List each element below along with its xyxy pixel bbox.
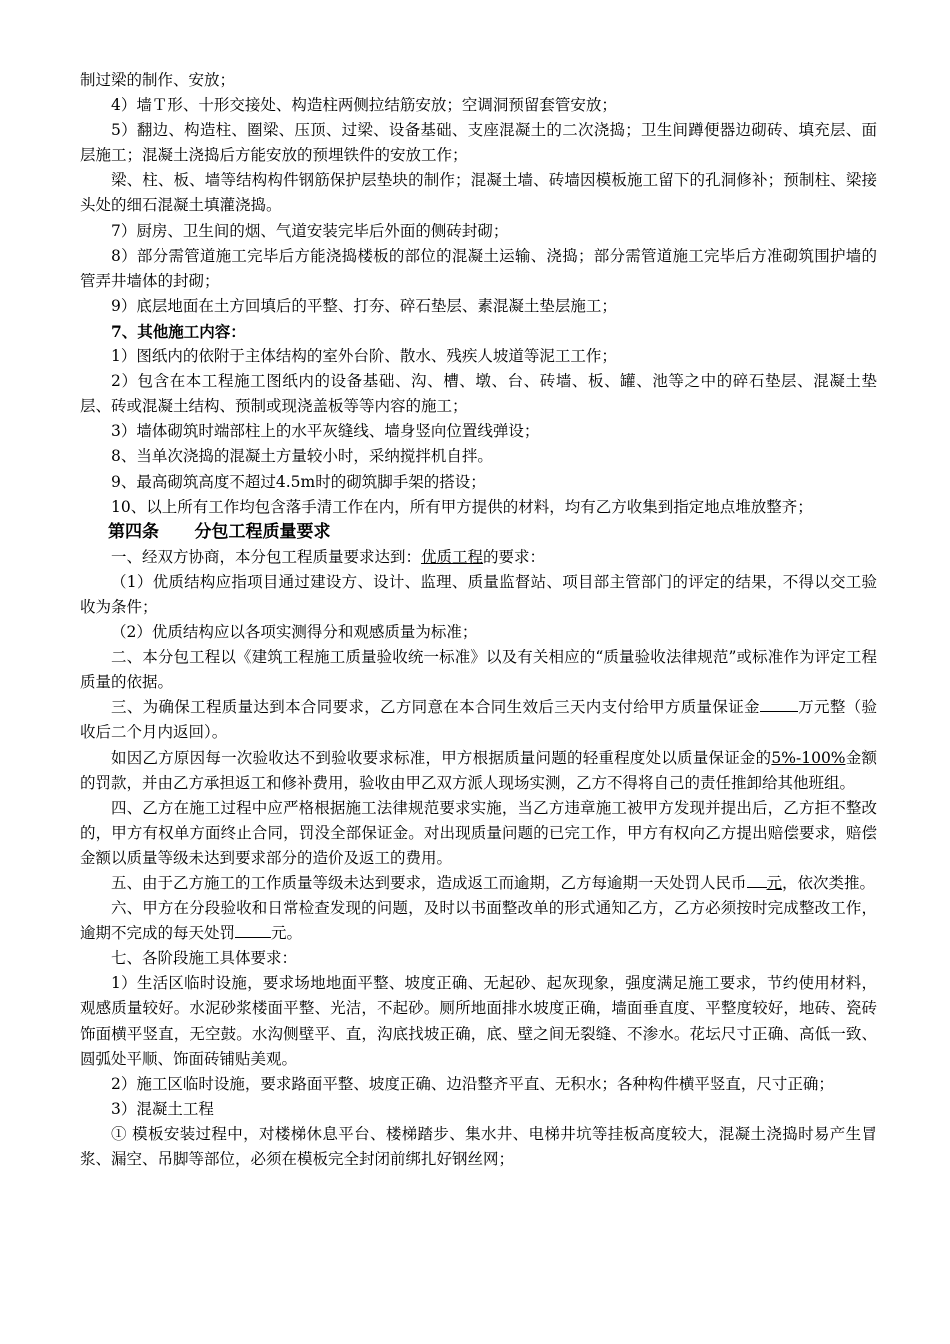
document-body [80, 68, 877, 1172]
paragraph-6: 8）部分需管道施工完毕后方能浇捣楼板的部位的混凝土运输、浇捣；部分需管道施工完毕后方准砌筑围护墙的管弄井墙体的封砌； [80, 246, 877, 290]
paragraph-quality-13: 3）混凝土工程 [111, 1099, 214, 1118]
paragraph-quality-1 [80, 545, 877, 570]
paragraph-quality-6 [80, 746, 877, 796]
paragraph-8: 1）图纸内的依附于主体结构的室外台阶、散水、残疾人坡道等泥工工作； [111, 347, 617, 366]
paragraph-quality-5 [80, 695, 877, 745]
blank-amount [760, 695, 798, 712]
paragraph-quality-9 [80, 896, 877, 946]
underlined-text: 5%-100% [771, 748, 846, 767]
subheading-other-work: 7、其他施工内容： [111, 321, 246, 341]
paragraph-7: 9）底层地面在土方回填后的平整、打夯、碎石垫层、素混凝土垫层施工； [111, 296, 617, 315]
text: 三、为确保工程质量达到本合同要求，乙方同意在本合同生效后三天内支付给甲方质量保证金 [111, 698, 760, 717]
paragraph-9: 2）包含在本工程施工图纸内的设备基础、沟、槽、墩、台、砖墙、板、罐、池等之中的碎石垫层、混凝土垫层、砖或混凝土结构、预制或现浇盖板等等内容的施工； [80, 372, 877, 416]
paragraph-1: 制过梁的制作、安放； [80, 71, 236, 89]
paragraph-2: 4）墙Ｔ形、十形交接处、构造柱两侧拉结筋安放；空调洞预留套管安放； [111, 96, 617, 115]
blank-amount [747, 871, 767, 888]
text: 金额的罚款，并由乙方承担返工和修补费用，验收由甲乙双方派人现场实测，乙方不得将自己的责任推卸给其他班组。 [80, 748, 877, 792]
blank-amount [235, 921, 271, 938]
text: 元。 [271, 924, 303, 943]
section-heading: 第四条 分包工程质量要求 [108, 521, 331, 542]
paragraph-13: 10、以上所有工作均包含落手清工作在内，所有甲方提供的材料，均有乙方收集到指定地点堆放整齐； [111, 497, 813, 516]
paragraph-5: 7）厨房、卫生间的烟、气道安装完毕后外面的侧砖封砌； [111, 221, 509, 240]
paragraph-3: 5）翻边、构造柱、圈梁、压顶、过梁、设备基础、支座混凝土的二次浇捣；卫生间蹲便器边砌砖、填充层、面层施工；混凝土浇捣后方能安放的预埋铁件的安放工作； [80, 121, 877, 165]
paragraph-12: 9、最高砌筑高度不超过4.5m时的砌筑脚手架的搭设； [111, 472, 486, 491]
paragraph-quality-12: 2）施工区临时设施，要求路面平整、坡度正确、边沿整齐平直、无积水；各种构件横平竖直，尺寸正确； [111, 1074, 834, 1093]
text: 六、甲方在分段验收和日常检查发现的问题，及时以书面整改单的形式通知乙方，乙方必须按时完成整改工作，逾期不完成的每天处罚 [80, 899, 877, 943]
text: 的要求： [483, 547, 546, 566]
paragraph-quality-7: 四、乙方在施工过程中应严格根据施工法律规范要求实施，当乙方违章施工被甲方发现并提出后，乙方拒不整改的，甲方有权单方面终止合同，罚没全部保证金。对出现质量问题的已完工作，甲方有权向乙方提出赔偿要求，赔偿金额以质量等级未达到要求部分的造价及返工的费用。 [80, 798, 877, 867]
paragraph-quality-8 [80, 871, 877, 896]
text: ，依次类推。 [782, 874, 876, 892]
text: 一、经双方协商，本分包工程质量要求达到： [111, 547, 422, 566]
paragraph-quality-10: 七、各阶段施工具体要求： [111, 949, 298, 968]
paragraph-quality-2: （1）优质结构应指项目通过建设方、设计、监理、质量监督站、项目部主管部门的评定的结果，不得以交工验收为条件； [80, 572, 877, 616]
paragraph-quality-3: （2）优质结构应以各项实测得分和观感质量为标准； [111, 623, 478, 642]
paragraph-quality-11: 1）生活区临时设施，要求场地地面平整、坡度正确、无起砂、起灰现象，强度满足施工要求，节约使用材料，观感质量较好。水泥砂浆楼面平整、光洁，不起砂。厕所地面排水坡度正确，墙面垂直度、平整度较好，地砖、瓷砖饰面横平竖直，无空鼓。水沟侧壁平、直，沟底找坡正确，底、壁之间无裂缝、不渗水。花坛尺寸正确、高低一致、圆弧处平顺、饰面砖铺贴美观。 [80, 974, 877, 1068]
paragraph-11: 8、当单次浇捣的混凝土方量较小时，采纳搅拌机自拌。 [111, 447, 493, 466]
text: 万元整（验收后二个月内返回）。 [80, 698, 877, 742]
paragraph-quality-14: ① 模板安装过程中，对楼梯休息平台、楼梯踏步、集水井、电梯井坑等挂板高度较大，混凝土浇捣时易产生冒浆、漏空、吊脚等部位，必须在模板完全封闭前绑扎好钢丝网； [80, 1124, 877, 1169]
paragraph-10: 3）墙体砌筑时端部柱上的水平灰缝线、墙身竖向位置线弹设； [111, 422, 540, 441]
text: 如因乙方原因每一次验收达不到验收要求标准，甲方根据质量问题的轻重程度处以质量保证金的 [111, 748, 772, 767]
underlined-text: 优质工程 [421, 547, 484, 566]
paragraph-4: 梁、柱、板、墙等结构构件钢筋保护层垫块的制作；混凝土墙、砖墙因模板施工留下的孔洞修补；预制柱、梁接头处的细石混凝土填灌浇捣。 [80, 171, 877, 215]
text: 五、由于乙方施工的工作质量等级未达到要求，造成返工而逾期，乙方每逾期一天处罚人民币 [111, 874, 747, 892]
underlined-text: 元 [766, 874, 783, 892]
paragraph-quality-4: 二、本分包工程以《建筑工程施工质量验收统一标准》以及有关相应的“质量验收法律规范”或标准作为评定工程质量的依据。 [80, 648, 877, 692]
